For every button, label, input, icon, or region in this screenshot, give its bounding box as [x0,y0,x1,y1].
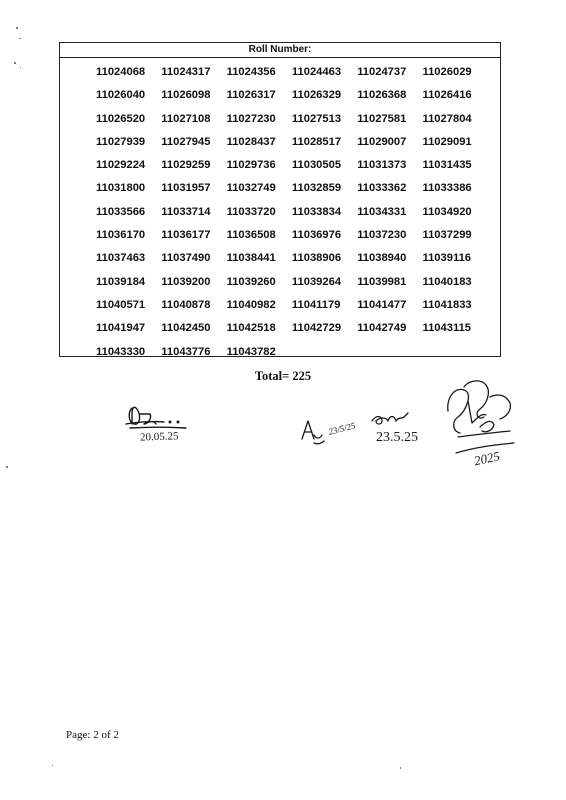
roll-number-cell: 11027108 [161,112,211,125]
roll-number-cell: 11041477 [357,298,407,311]
roll-number-cell: 11027804 [422,112,472,125]
roll-number-cell: 11024317 [161,66,211,78]
roll-number-table [59,42,501,357]
roll-number-cell: 11039200 [161,275,211,288]
roll-number-cell: 11036170 [96,229,146,242]
roll-number-cell: 11031800 [96,182,146,195]
scan-speck [20,67,21,68]
roll-number-grid [60,58,500,364]
roll-number-cell: 11038441 [226,252,276,265]
roll-number-cell: 11027581 [357,112,407,125]
roll-number-cell: 11040878 [161,298,211,311]
roll-number-cell: 11033714 [161,205,211,218]
roll-number-cell: 11038940 [357,252,407,265]
roll-number-cell: 11040183 [422,275,472,288]
roll-number-cell: 11033834 [291,205,342,218]
roll-number-cell: 11038906 [291,252,342,265]
roll-number-cell: 11027939 [96,135,146,148]
roll-number-cell: 11036177 [161,229,211,242]
roll-number-cell: 11041179 [291,298,341,311]
roll-number-cell: 11029224 [96,159,146,172]
roll-number-cell: 11026029 [422,66,472,78]
signature-left [118,400,208,446]
scan-speck [52,765,53,766]
signature-left-date: 20.05.25 [139,430,179,444]
roll-number-cell: 11043776 [161,345,211,358]
roll-number-cell: 11042450 [161,322,211,335]
roll-number-cell: 11024737 [357,66,407,78]
roll-number-cell: 11031957 [161,182,211,195]
scan-speck [400,767,401,769]
roll-number-cell: 11024356 [226,66,276,78]
roll-number-cell: 11026368 [357,89,407,102]
roll-number-cell: 11043115 [422,322,472,335]
roll-number-cell: 11034920 [422,205,472,218]
roll-number-cell: 11042729 [291,322,342,335]
scan-speck [6,466,8,468]
signature-right-date-2: 23.5.25 [376,430,418,445]
roll-number-cell: 11026520 [96,112,146,125]
roll-number-cell: 11037230 [357,229,407,242]
roll-number-cell: 11033362 [357,182,407,195]
roll-number-cell: 11041947 [96,322,146,335]
signature-right-year: 2025 [472,448,502,469]
roll-number-cell: 11033720 [226,205,276,218]
roll-number-cell: 11032859 [291,182,342,195]
roll-number-cell: 11041833 [422,298,472,311]
roll-number-cell: 11040982 [226,298,276,311]
roll-number-cell: 11033566 [96,205,146,218]
scan-speck [16,27,18,29]
roll-number-cell: 11042749 [357,322,407,335]
roll-number-cell: 11043782 [226,345,276,358]
roll-number-cell: 11034331 [357,205,407,218]
total-count: Total= 225 [254,369,312,383]
roll-number-cell: 11029259 [161,159,211,172]
roll-number-cell: 11026317 [226,89,276,102]
roll-number-cell: 11043330 [96,345,146,358]
page-number: Page: 2 of 2 [66,729,119,741]
roll-number-header: Roll Number: [60,43,500,58]
roll-number-cell: 11026329 [291,89,342,102]
scan-speck [14,62,16,64]
roll-number-cell: 11040571 [96,298,146,311]
roll-number-cell: 11037463 [96,252,146,265]
roll-number-cell: 11027945 [161,135,211,148]
roll-number-cell: 11037490 [161,252,211,265]
roll-number-cell: 11029091 [422,135,472,148]
roll-number-cell: 11031373 [357,159,407,172]
roll-number-cell: 11028437 [226,135,276,148]
roll-number-cell: 11030505 [291,159,342,172]
roll-number-cell: 11036976 [291,229,342,242]
roll-number-cell: 11028517 [291,135,342,148]
roll-number-cell: 11039981 [357,275,407,288]
signature-right-date-1: 23/5/25 [327,420,357,437]
roll-number-cell: 11032749 [226,182,276,195]
roll-number-cell: 11026098 [161,89,211,102]
roll-number-cell: 11024463 [291,66,342,78]
roll-number-cell: 11027513 [291,112,342,125]
roll-number-cell: 11031435 [422,159,472,172]
roll-number-cell: 11039260 [226,275,276,288]
roll-number-cell: 11036508 [226,229,276,242]
roll-number-cell: 11026416 [422,89,472,102]
roll-number-cell: 11029007 [357,135,407,148]
roll-number-cell: 11024068 [96,66,146,78]
roll-number-cell: 11039184 [96,275,146,288]
roll-number-cell: 11026040 [96,89,146,102]
roll-number-cell: 11042518 [226,322,276,335]
roll-number-cell: 11027230 [226,112,276,125]
roll-number-cell: 11033386 [422,182,472,195]
roll-number-cell: 11039264 [291,275,342,288]
scan-speck [19,38,21,39]
roll-number-cell: 11029736 [226,159,276,172]
roll-number-cell: 11039116 [422,252,472,265]
roll-number-cell: 11037299 [422,229,472,242]
signature-right [296,377,526,489]
